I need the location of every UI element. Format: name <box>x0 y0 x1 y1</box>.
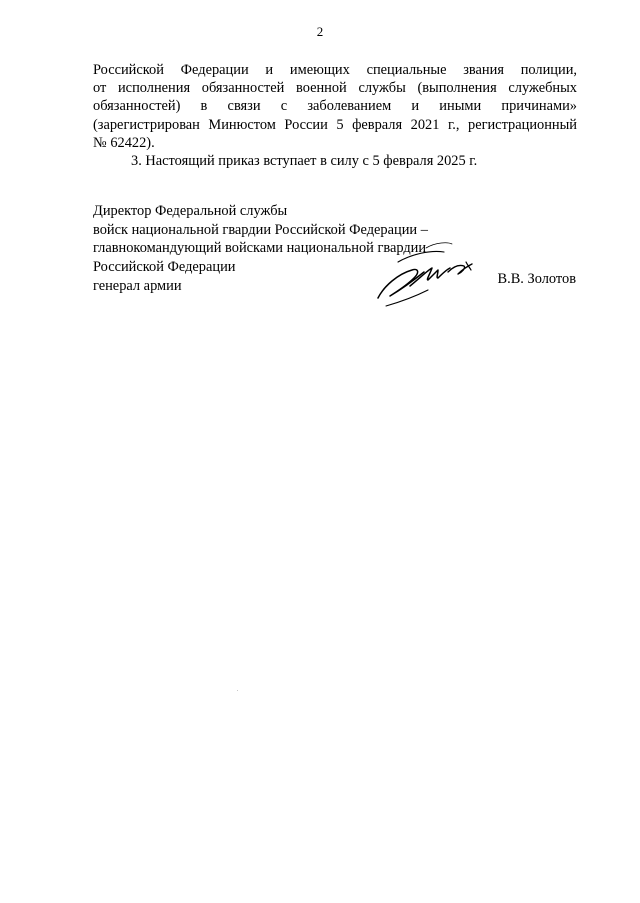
signature-stroke <box>378 269 424 298</box>
signature-stroke <box>410 268 450 286</box>
body-line-5: № 62422). <box>93 134 155 151</box>
handwritten-signature-icon <box>370 240 480 310</box>
body-line-2: от исполнения обязанностей военной службы (выполнения служебных <box>93 80 577 97</box>
body-text <box>93 61 577 170</box>
signature-title-line-4: Российской Федерации <box>93 259 236 276</box>
signature-stroke <box>398 251 444 262</box>
signer-name: В.В. Золотов <box>497 271 576 287</box>
signature-stroke <box>386 290 428 306</box>
body-line-4: (зарегистрирован Минюстом России 5 февраля 2021 г., регистрационный <box>93 116 577 133</box>
body-line-1: Российской Федерации и имеющих специальные звания полиции, <box>93 62 577 78</box>
body-line-3: обязанностей) в связи с заболеванием и иными причинами» <box>93 98 577 115</box>
signature-stroke <box>426 243 452 248</box>
signature-rank: генерал армии <box>93 277 182 294</box>
signature-stroke <box>466 262 471 270</box>
signature-title-line-2: войск национальной гвардии Российской Федерации – <box>93 221 428 238</box>
scan-speck <box>237 690 238 691</box>
clause-3: 3. Настоящий приказ вступает в силу с 5 февраля 2025 г. <box>131 152 478 169</box>
signature-title-line-3: главнокомандующий войсками национальной гвардии <box>93 240 427 257</box>
signature-title-line-1: Директор Федеральной службы <box>93 203 288 219</box>
page-number: 2 <box>316 24 324 39</box>
